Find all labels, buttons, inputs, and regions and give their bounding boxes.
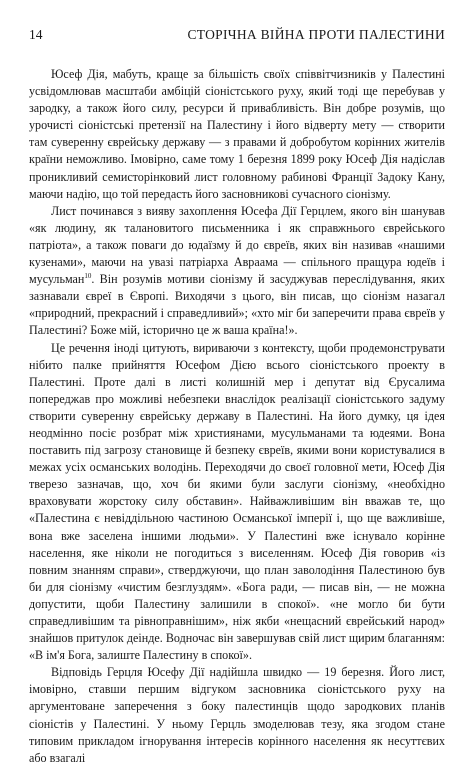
paragraph-3-text: Це речення іноді цитують, вириваючи з контексту, щоби продемонструвати нібито палке прийняття Юсефом Дією всього сіоністського проекту в Палестині. Проте далі в листі колишній мер і депутат від Єрусалима попереджав про можливі небезпеки внаслідок реалізації сіоністського задуму створити суверенну єврейську державу в Палестині. На його думку, ця ідея неодмінно посіє розбрат між християнами, мусульманами та юдеями. Вона поставить під загрозу становище й безпеку євреїв, якими вони користувалися в межах усіх османських володінь. Переходячи до своєї головної мети, Юсеф Дія тверезо зазначав, що, хоч би якими були заслуги сіонізму, «необхідно враховувати жорстоку силу обставин». Найважливішим він вважав те, що «Палестина є невіддільною частиною Османської імперії і, що ще важливіше, вона вже заселена іншими людьми». У Палестині вже існувало корінне населення, яке ніколи не погодиться з виселенням. Юсеф Дія говорив «із повним знанням справи», стверджуючи, що план заволодіння Палестиною був би для сіонізму «чистим безглуздям». «Бога ради, — писав він, — не можна допустити, щоби Палестину залишили в спокої». «не могло би бути справедливішим та рівноправнішим», ніж якби «нещасний єврейський народ» знайшов притулок деінде. Водночас він завершував свій лист щирим благанням: «В ім'я Бога, залиште Палестину в спокої». [29, 340, 445, 663]
footnote-reference: 10 [84, 272, 92, 281]
paragraph-2 [29, 203, 445, 340]
paragraph-3 [29, 340, 445, 665]
body-text [29, 66, 445, 767]
page-header [29, 27, 445, 47]
paragraph-4-text: Відповідь Герцля Юсефу Дії надійшла швидко — 19 березня. Його лист, імовірно, ставши першим відгуком засновника сіоністського руху на аргументоване заперечення з боку палестинців щодо зародкових планів сіоністів у Палестині. У ньому Герцль змоделював тезу, яка згодом стане типовим прикладом ігнорування інтересів корінного населення як несуттєвих або взагалі [29, 665, 445, 765]
paragraph-1-text: Юсеф Дія, мабуть, краще за більшість своїх співвітчизників у Палестині усвідомлював масштаби амбіцій сіоністського руху, який тоді ще перебував у зародку, а також його силу, ресурси й привабливість. Він добре розумів, що урочисті сіоністські претензії на Палестину і його відверту мету — створити там суверенну єврейську державу — з правами й добробутом корінних жителів країни неможливо. Імовірно, саме тому 1 березня 1899 року Юсеф Дія надіслав проникливий семисторінковий лист головному рабинові Франції Задоку Кану, маючи надію, що той передасть його засновникові сучасного сіонізму. [29, 67, 445, 201]
paragraph-2-text-continued: . Він розумів мотиви сіонізму й засуджував переслідування, яких зазнавали євреї в Європі. Виходячи з цього, він писав, що сіонізм назагал «природний, прекрасний і справедливий»; «хто міг би заперечити права євреїв у Палестині? Боже мій, історично це ж ваша країна!». [29, 272, 445, 338]
paragraph-1 [29, 66, 445, 203]
paragraph-4 [29, 664, 445, 767]
page-number: 14 [29, 27, 43, 42]
paragraph-2-text: Лист починався з вияву захоплення Юсефа Дії Герцлем, якого він шанував «як людину, як талановитого письменника і як справжнього єврейського патріота», а також поваги до юдаїзму й до євреїв, яких він називав «нашими кузенами», маючи на увазі патріарха Авраама — спільного пращура юдеїв і мусульман [29, 203, 445, 287]
running-title: СТОРІЧНА ВІЙНА ПРОТИ ПАЛЕСТИНИ [187, 27, 445, 42]
